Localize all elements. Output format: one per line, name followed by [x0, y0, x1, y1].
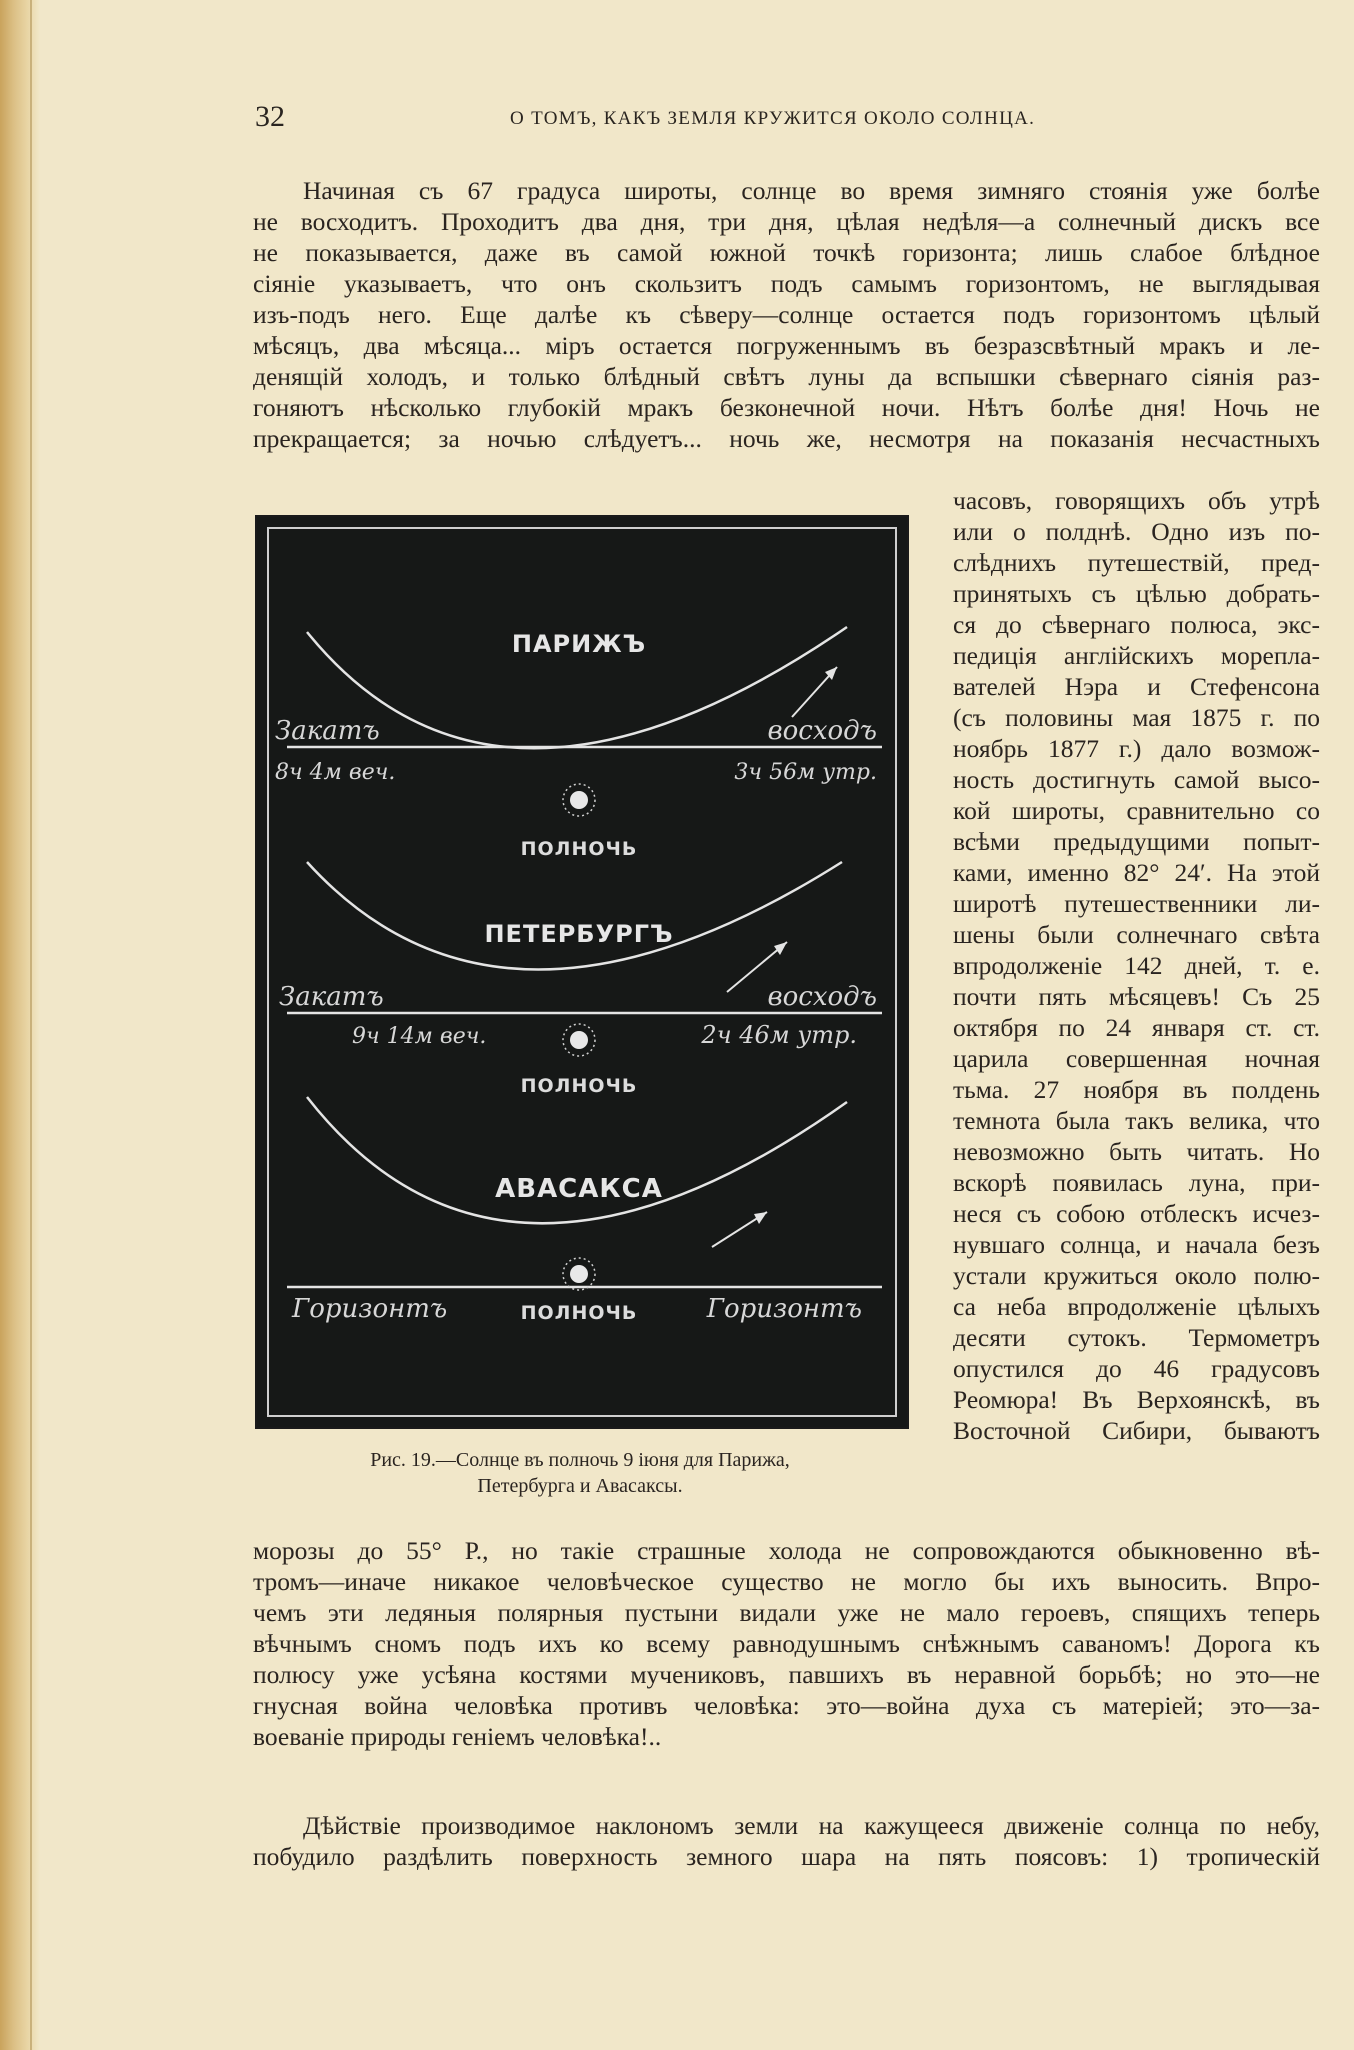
- petersburg-sunset-label: Закатъ: [279, 982, 384, 1012]
- text-line: ся до сѣвернаго полюса, экс-: [953, 610, 1320, 639]
- text-line: морозы до 55° Р., но такіе страшные холода не сопровождаются обыкновенно вѣ-: [253, 1536, 1320, 1565]
- text-line: тьма. 27 ноября въ полдень: [953, 1075, 1320, 1104]
- paris-sunrise-time: 3ч 56м утр.: [734, 760, 877, 785]
- caption-line: Петербурга и Авасаксы.: [477, 1475, 683, 1497]
- petersburg-sun-arc: [307, 862, 842, 970]
- text-line: прекращается; за ночью слѣдуетъ... ночь же, несмотря на показанія несчастныхъ: [253, 424, 1320, 453]
- figure-caption: [270, 1447, 890, 1499]
- page-header: [255, 100, 1265, 140]
- paragraph-2: [253, 1535, 1320, 1752]
- text-line: тромъ—иначе никакое человѣческое существо не могло бы ихъ выносить. Впро-: [253, 1567, 1320, 1596]
- text-line: Восточной Сибири, бываютъ: [953, 1416, 1320, 1445]
- petersburg-city-label: ПЕТЕРБУРГЪ: [484, 920, 674, 948]
- text-line: впродолженіе 142 дней, т. е.: [953, 951, 1320, 980]
- avasaksa-horizon-right: Горизонтъ: [706, 1294, 862, 1324]
- text-line: изъ-подъ него. Еще далѣе къ сѣверу—солнце остается подъ горизонтомъ цѣлый: [253, 300, 1320, 329]
- paris-midnight-label: ПОЛНОЧЬ: [520, 838, 638, 860]
- avasaksa-sun-arc: [307, 1097, 847, 1223]
- text-line: воеваніе природы геніемъ человѣка!..: [253, 1722, 662, 1751]
- text-line: неся съ собою отблескъ исчез-: [953, 1199, 1320, 1228]
- text-line: са неба впродолженіе цѣлыхъ: [953, 1292, 1320, 1321]
- text-line: гоняютъ нѣсколько глубокій мракъ безконечной ночи. Нѣтъ болѣе дня! Ночь не: [253, 393, 1320, 422]
- text-line: побудило раздѣлить поверхность земного шара на пять поясовъ: 1) тропическій: [253, 1842, 1320, 1871]
- text-line: невозможно быть читать. Но: [953, 1137, 1320, 1166]
- text-line: мѣсяцъ, два мѣсяца... міръ остается погруженнымъ въ безразсвѣтный мракъ и ле-: [253, 331, 1320, 360]
- paragraph-3: [253, 1810, 1320, 1872]
- text-line: денящій холодъ, и только блѣдный свѣтъ луны да вспышки сѣвернаго сіянія раз-: [253, 362, 1320, 391]
- text-line: ками, именно 82° 24′. На этой: [953, 858, 1320, 887]
- text-line: сіяніе указываетъ, что онъ скользитъ подъ самымъ горизонтомъ, не выглядывая: [253, 269, 1320, 298]
- text-line: опустился до 46 градусовъ: [953, 1354, 1320, 1383]
- text-line: не показывается, даже въ самой южной точкѣ горизонта; лишь слабое блѣдное: [253, 238, 1320, 267]
- text-line: темнота была такъ велика, что: [953, 1106, 1320, 1135]
- text-line: вателей Нэра и Стефенсона: [953, 672, 1320, 701]
- petersburg-sunrise-label: восходъ: [767, 982, 877, 1012]
- paris-sun-icon: [563, 784, 595, 816]
- text-line: кой широты, сравнительно со: [953, 796, 1320, 825]
- avasaksa-city-label: АВАСАКСА: [495, 1174, 663, 1204]
- text-line: часовъ, говорящихъ объ утрѣ: [953, 486, 1320, 515]
- text-line: десяти сутокъ. Термометръ: [953, 1323, 1320, 1352]
- text-line: ноябрь 1877 г.) дало возмож-: [953, 734, 1320, 763]
- text-line: чемъ эти ледяныя полярныя пустыни видали уже не мало героевъ, спящихъ теперь: [253, 1598, 1320, 1627]
- avasaksa-sun-icon: [563, 1258, 595, 1290]
- text-line: гнусная война человѣка противъ человѣка: это—война духа съ матеріей; это—за-: [253, 1691, 1320, 1720]
- text-line: полюсу уже усѣяна костями мучениковъ, павшихъ въ неравной борьбѣ; но это—не: [253, 1660, 1320, 1689]
- petersburg-sunset-time: 9ч 14м веч.: [352, 1024, 487, 1049]
- text-line: Реомюра! Въ Верхоянскѣ, въ: [953, 1385, 1320, 1414]
- text-line: принятыхъ съ цѣлью добрать-: [953, 579, 1320, 608]
- page-edge-line: [30, 0, 32, 2050]
- text-line: всѣми предыдущими попыт-: [953, 827, 1320, 856]
- petersburg-sun-icon: [563, 1024, 595, 1056]
- text-line: (съ половины мая 1875 г. по: [953, 703, 1320, 732]
- petersburg-midnight-label: ПОЛНОЧЬ: [520, 1075, 638, 1097]
- paris-sunset-label: Закатъ: [275, 716, 380, 746]
- text-line: не восходитъ. Проходитъ два дня, три дня, цѣлая недѣля—а солнечный дискъ все: [253, 207, 1320, 236]
- text-line: ность достигнуть самой высо-: [953, 765, 1320, 794]
- page-number: 32: [255, 100, 285, 133]
- text-line: октября по 24 января ст. ст.: [953, 1013, 1320, 1042]
- petersburg-sunrise-time: 2ч 46м утр.: [701, 1021, 857, 1049]
- page-edge: [0, 0, 40, 2050]
- text-line: вѣчнымъ сномъ подъ ихъ ко всему равнодушнымъ снѣжнымъ саваномъ! Дорога къ: [253, 1629, 1320, 1658]
- paris-sunset-time: 8ч 4м веч.: [275, 760, 396, 785]
- text-line: почти пять мѣсяцевъ! Съ 25: [953, 982, 1320, 1011]
- sun-path-diagram: [257, 517, 907, 1427]
- running-title: О ТОМЪ, КАКЪ ЗЕМЛЯ КРУЖИТСЯ ОКОЛО СОЛНЦА.: [510, 108, 1036, 129]
- text-line: нувшаго солнца, и начала безъ: [953, 1230, 1320, 1259]
- text-line: устали кружиться около полю-: [953, 1261, 1320, 1290]
- text-line: вскорѣ появилась луна, при-: [953, 1168, 1320, 1197]
- text-line: или о полднѣ. Одно изъ по-: [953, 517, 1320, 546]
- text-line: педиція англійскихъ морепла-: [953, 641, 1320, 670]
- paris-city-label: ПАРИЖЪ: [511, 630, 647, 658]
- paris-sunrise-label: восходъ: [767, 716, 877, 746]
- caption-line: Рис. 19.—Солнце въ полночь 9 іюня для Парижа,: [370, 1449, 790, 1471]
- text-line: слѣднихъ путешествій, пред-: [953, 548, 1320, 577]
- text-line: широтѣ путешественники ли-: [953, 889, 1320, 918]
- side-column-text: [953, 485, 1320, 1446]
- text-line: Дѣйствіе производимое наклономъ земли на кажущееся движеніе солнца по небу,: [303, 1811, 1320, 1840]
- text-line: Начиная съ 67 градуса широты, солнце во время зимняго стоянія уже болѣе: [303, 176, 1320, 205]
- figure-19: [255, 515, 909, 1429]
- text-line: шены были солнечнаго свѣта: [953, 920, 1320, 949]
- paragraph-1: [253, 175, 1320, 454]
- text-line: царила совершенная ночная: [953, 1044, 1320, 1073]
- avasaksa-midnight-label: ПОЛНОЧЬ: [520, 1302, 638, 1324]
- avasaksa-horizon-left: Горизонтъ: [292, 1294, 448, 1324]
